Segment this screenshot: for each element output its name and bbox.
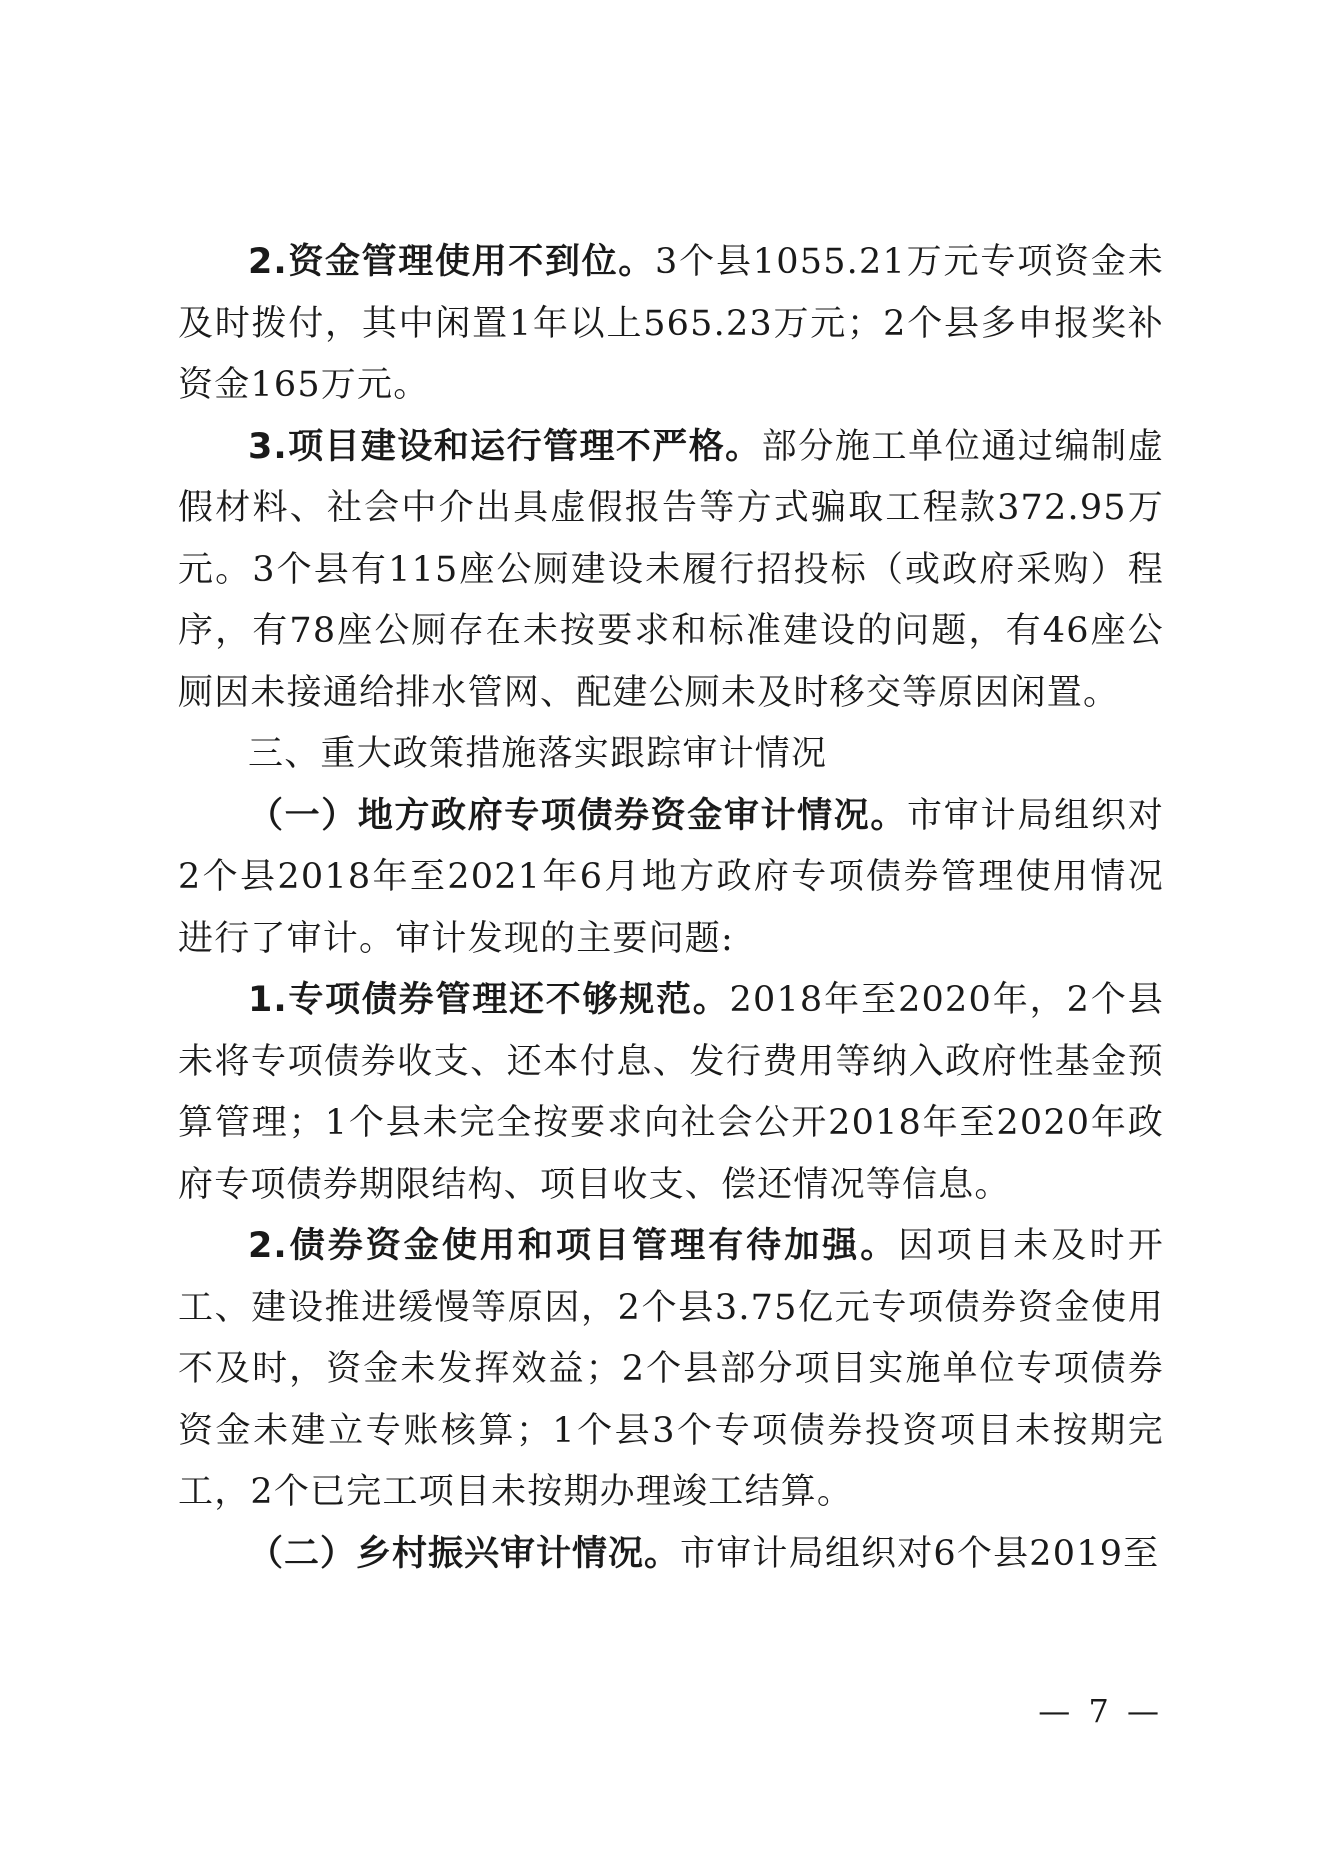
document-body <box>178 232 1164 1585</box>
paragraph-lead: （一）地方政府专项债券资金审计情况。 <box>248 795 907 836</box>
paragraph-lead: 2.债券资金使用和项目管理有待加强。 <box>248 1226 899 1266</box>
section-heading: 三、重大政策措施落实跟踪审计情况 <box>248 734 828 774</box>
paragraph-special-bonds <box>178 786 1164 971</box>
paragraph-lead: 3.项目建设和运行管理不严格。 <box>248 426 762 467</box>
paragraph-text: 市审计局组织对6个县2019至 <box>680 1533 1160 1574</box>
paragraph-project-construction <box>178 417 1164 725</box>
paragraph-text: 部分施工单位通过编制虚假材料、社会中介出具虚假报告等方式骗取工程款372.95万元。3个县有115座公厕建设未履行招投标（或政府采购）程序，有78座公厕存在未按要求和标准建设的问题，有46座公厕因未接通给排水管网、配建公厕未及时移交等原因闲置。 <box>178 426 1165 713</box>
paragraph-lead: 1.专项债券管理还不够规范。 <box>248 980 730 1020</box>
paragraph-text: 3个县1055.21万元专项资金未及时拨付，其中闲置1年以上565.23万元；2个县多申报奖补资金165万元。 <box>178 242 1164 405</box>
paragraph-text: 因项目未及时开工、建设推进缓慢等原因，2个县3.75亿元专项债券资金使用不及时，资金未发挥效益；2个县部分项目实施单位专项债券资金未建立专账核算；1个县3个专项债券投资项目未按期完工，2个已完工项目未按期办理竣工结算。 <box>178 1226 1164 1512</box>
paragraph-funds-management <box>178 232 1164 417</box>
paragraph-bond-management <box>178 970 1164 1216</box>
paragraph-lead: （二）乡村振兴审计情况。 <box>248 1533 681 1574</box>
page-number: — 7 — <box>1038 1692 1163 1730</box>
paragraph-lead: 2.资金管理使用不到位。 <box>248 242 655 282</box>
paragraph-text: 2018年至2020年，2个县未将专项债券收支、还本付息、发行费用等纳入政府性基金预算管理；1个县未完全按要求向社会公开2018年至2020年政府专项债券期限结构、项目收支、偿还情况等信息。 <box>178 980 1164 1205</box>
paragraph-rural-revitalization <box>178 1524 1164 1586</box>
paragraph-text: 市审计局组织对2个县2018年至2021年6月地方政府专项债券管理使用情况进行了审计。审计发现的主要问题: <box>178 795 1164 959</box>
paragraph-bond-usage <box>178 1216 1164 1524</box>
